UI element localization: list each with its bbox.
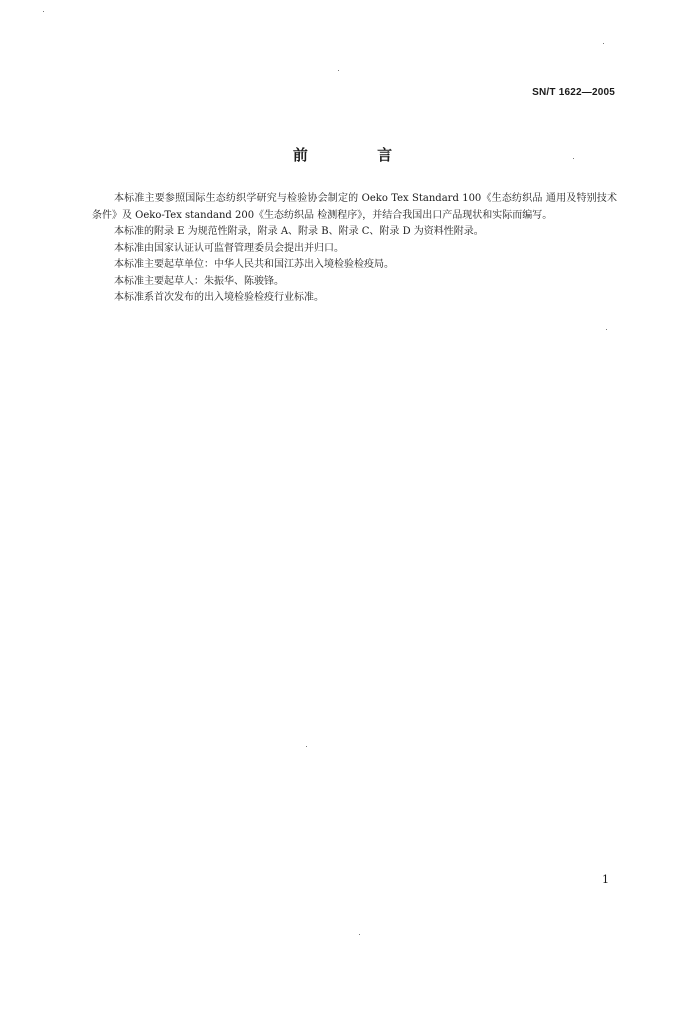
paragraph-first-issue: 本标准系首次发布的出入境检验检疫行业标准。	[114, 292, 324, 303]
scan-speck	[338, 70, 339, 71]
scan-speck	[573, 158, 574, 159]
paragraph-annexes: 本标准的附录 E 为规范性附录，附录 A、附录 B、附录 C、附录 D 为资料性附录。	[114, 226, 484, 237]
scan-speck	[606, 329, 607, 330]
standard-code: SN/T 1622—2005	[532, 87, 615, 98]
paragraph-drafters: 本标准主要起草人：朱振华、陈骏锋。	[114, 275, 284, 287]
page-title: 前 言	[292, 146, 425, 164]
page-number: 1	[602, 873, 609, 886]
paragraph-drafting-unit: 本标准主要起草单位：中华人民共和国江苏出入境检验检疫局。	[114, 259, 394, 270]
paragraph-proposed-by: 本标准由国家认证认可监督管理委员会提出并归口。	[114, 242, 344, 254]
scan-speck	[43, 11, 44, 12]
scan-speck	[306, 746, 307, 747]
paragraph-reference-standards: 本标准主要参照国际生态纺织学研究与检验协会制定的 Oeko Tex Standard 100《生态纺织品 通用及特别技术条件》及 Oeko-Tex standand 200《生态纺织品 检测程序》，并结合我国出口产品现状和实际而编写。	[92, 193, 617, 221]
scan-speck	[603, 43, 604, 44]
scan-speck	[359, 934, 360, 935]
foreword-body	[92, 191, 617, 307]
